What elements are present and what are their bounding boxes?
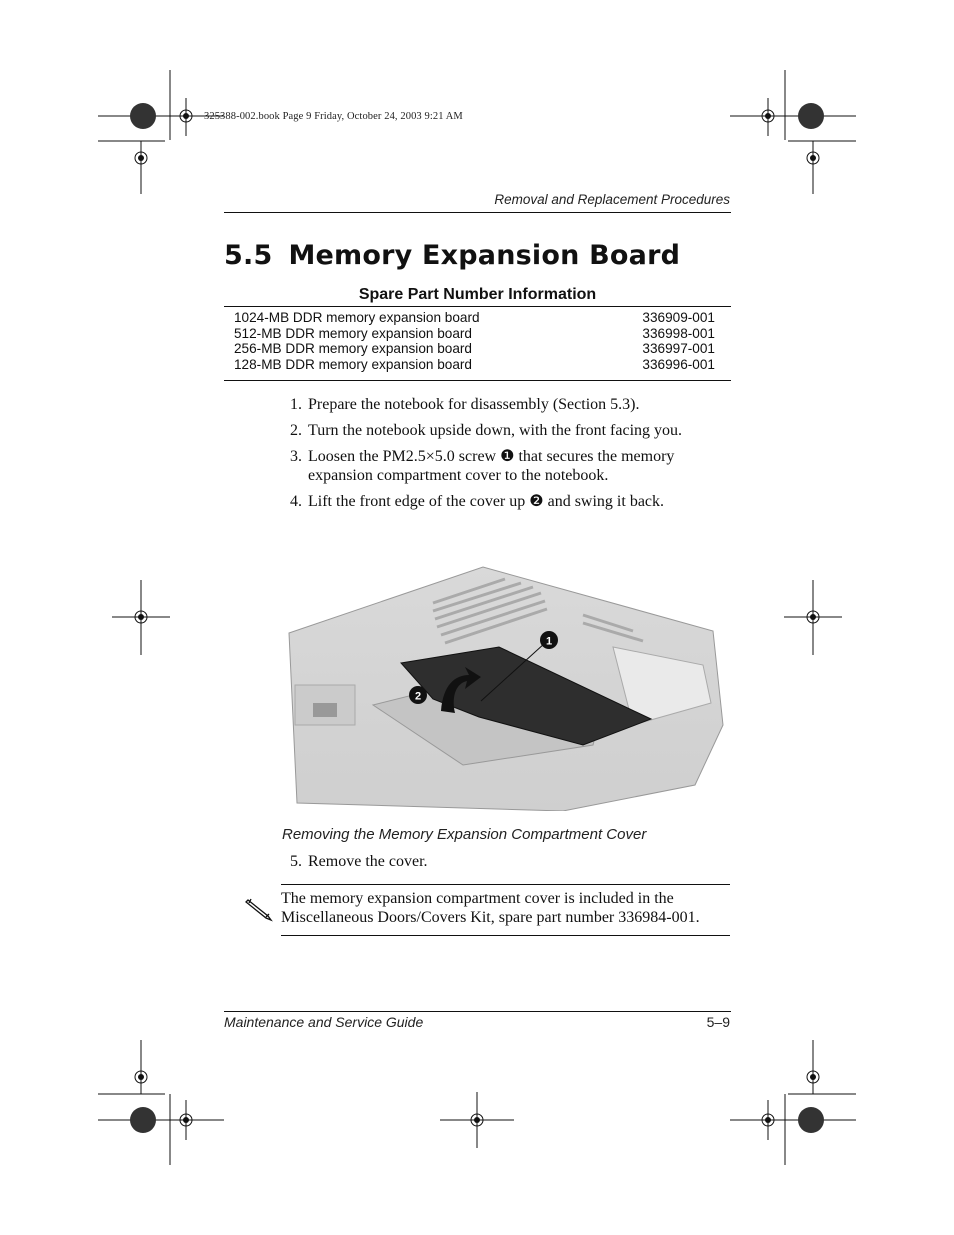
procedure-steps <box>290 395 730 518</box>
callout-1 <box>540 631 558 649</box>
step-number: 5. <box>290 853 302 870</box>
step-number: 2. <box>290 422 302 439</box>
step-text: Remove the cover. <box>308 853 428 870</box>
callout-1-label: 1 <box>545 635 553 648</box>
step-text: Lift the front edge of the cover up ❷ and swing it back. <box>308 493 665 510</box>
section-heading: Memory Expansion Board <box>288 240 681 271</box>
table-row <box>224 341 731 357</box>
notebook-illustration <box>283 565 725 811</box>
print-slug: 325388-002.book Page 9 Friday, October 24, 2003 9:21 AM <box>204 111 463 122</box>
figure-caption: Removing the Memory Expansion Compartment Cover <box>282 826 647 843</box>
header-rule <box>224 212 731 213</box>
note-bottom-rule <box>281 935 730 936</box>
table-row <box>224 326 731 342</box>
table-row <box>224 357 731 381</box>
part-description: 256-MB DDR memory expansion board <box>234 341 472 357</box>
step-text: Turn the notebook upside down, with the front facing you. <box>308 422 683 439</box>
table-caption: Spare Part Number Information <box>358 286 597 303</box>
part-number: 336909-001 <box>642 310 715 325</box>
step-item <box>290 492 730 511</box>
page-number: 5–9 <box>706 1014 730 1030</box>
part-description: 128-MB DDR memory expansion board <box>234 356 472 372</box>
callout-2-label: 2 <box>414 690 422 703</box>
note-top-rule <box>281 884 730 885</box>
step-item <box>290 447 730 485</box>
note-text: The memory expansion compartment cover is included in the Miscellaneous Doors/Covers Kit, spare part number 336984-001. <box>281 890 700 926</box>
section-number: 5.5 <box>224 240 273 271</box>
part-number: 336996-001 <box>642 356 715 372</box>
running-head: Removal and Replacement Procedures <box>494 192 730 207</box>
section-title <box>224 240 680 271</box>
part-number: 336997-001 <box>642 341 715 357</box>
part-description: 1024-MB DDR memory expansion board <box>234 310 480 325</box>
callout-2 <box>409 686 427 704</box>
step-item <box>290 421 730 440</box>
step-item <box>290 395 730 414</box>
pencil-note-icon <box>244 892 274 922</box>
footer-rule <box>224 1011 731 1012</box>
step-number: 1. <box>290 396 302 413</box>
step-number: 4. <box>290 493 302 510</box>
part-description: 512-MB DDR memory expansion board <box>234 325 472 341</box>
footer-guide-title: Maintenance and Service Guide <box>224 1014 424 1030</box>
table-row <box>224 307 731 326</box>
step-number: 3. <box>290 448 302 465</box>
part-number: 336998-001 <box>642 325 715 341</box>
step-item <box>290 853 428 871</box>
step-text: Prepare the notebook for disassembly (Section 5.3). <box>308 396 640 413</box>
spare-parts-table <box>224 306 731 381</box>
step-text: Loosen the PM2.5×5.0 screw ❶ that secures the memory expansion compartment cover to the notebook. <box>308 448 675 484</box>
